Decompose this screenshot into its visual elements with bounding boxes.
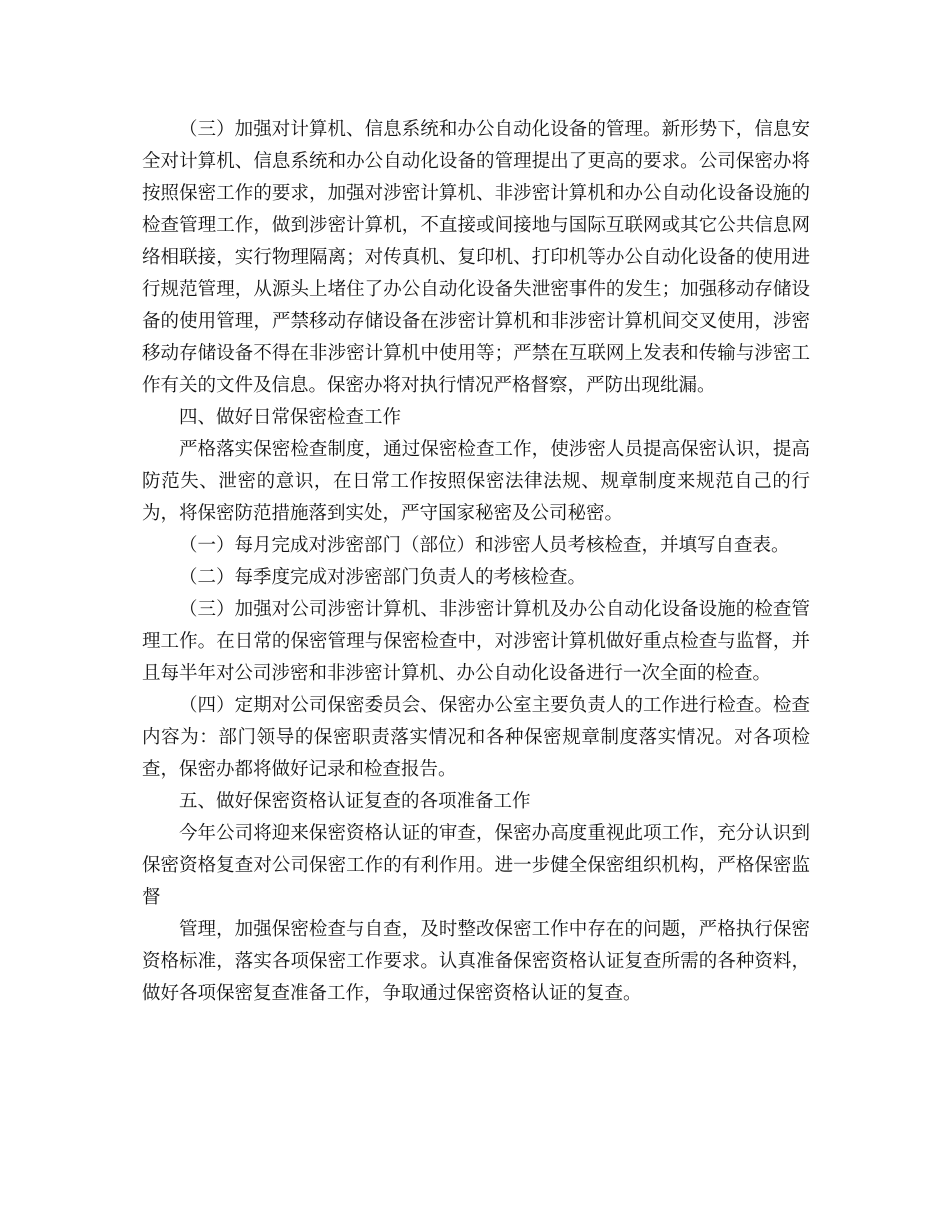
paragraph-computer-inspection: （三）加强对公司涉密计算机、非涉密计算机及办公自动化设备设施的检查管理工作。在日常的保密管理与保密检查中，对涉密计算机做好重点检查与监督，并且每半年对公司涉密和非涉密计算机、办公自动化设备进行一次全面的检查。 xyxy=(142,599,810,684)
paragraph-inspection-system: 严格落实保密检查制度，通过保密检查工作，使涉密人员提高保密认识，提高防范失、泄密的意识，在日常工作按照保密法律法规、规章制度来规范自己的行为，将保密防范措施落到实处，严守国家秘密及公司秘密。 xyxy=(142,439,810,524)
section-heading-certification: 五、做好保密资格认证复查的各项准备工作 xyxy=(179,791,531,812)
paragraph-regular-review: （四）定期对公司保密委员会、保密办公室主要负责人的工作进行检查。检查内容为：部门领导的保密职责落实情况和各种保密规章制度落实情况。对各项检查，保密办都将做好记录和检查报告。 xyxy=(142,695,810,780)
paragraph-certification-prep: 管理，加强保密检查与自查，及时整改保密工作中存在的问题，严格执行保密资格标准，落实各项保密工作要求。认真准备保密资格认证复查所需的各种资料，做好各项保密复查准备工作，争取通过保密资格认证的复查。 xyxy=(142,919,810,1004)
paragraph-certification-review: 今年公司将迎来保密资格认证的审查，保密办高度重视此项工作，充分认识到保密资格复查对公司保密工作的有利作用。进一步健全保密组织机构，严格保密监督 xyxy=(142,823,810,908)
section-heading-daily-inspection: 四、做好日常保密检查工作 xyxy=(179,407,402,428)
paragraph-monthly-check: （一）每月完成对涉密部门（部位）和涉密人员考核检查，并填写自查表。 xyxy=(179,535,790,556)
document-page xyxy=(142,114,810,1010)
paragraph-computer-management: （三）加强对计算机、信息系统和办公自动化设备的管理。新形势下，信息安全对计算机、信息系统和办公自动化设备的管理提出了更高的要求。公司保密办将按照保密工作的要求，加强对涉密计算机、非涉密计算机和办公自动化设备设施的检查管理工作，做到涉密计算机，不直接或间接地与国际互联网或其它公共信息网络相联接，实行物理隔离；对传真机、复印机、打印机等办公自动化设备的使用进行规范管理，从源头上堵住了办公自动化设备失泄密事件的发生；加强移动存储设备的使用管理，严禁移动存储设备在涉密计算机和非涉密计算机间交叉使用，涉密移动存储设备不得在非涉密计算机中使用等；严禁在互联网上发表和传输与涉密工作有关的文件及信息。保密办将对执行情况严格督察，严防出现纰漏。 xyxy=(142,119,810,396)
paragraph-quarterly-check: （二）每季度完成对涉密部门负责人的考核检查。 xyxy=(179,567,587,588)
